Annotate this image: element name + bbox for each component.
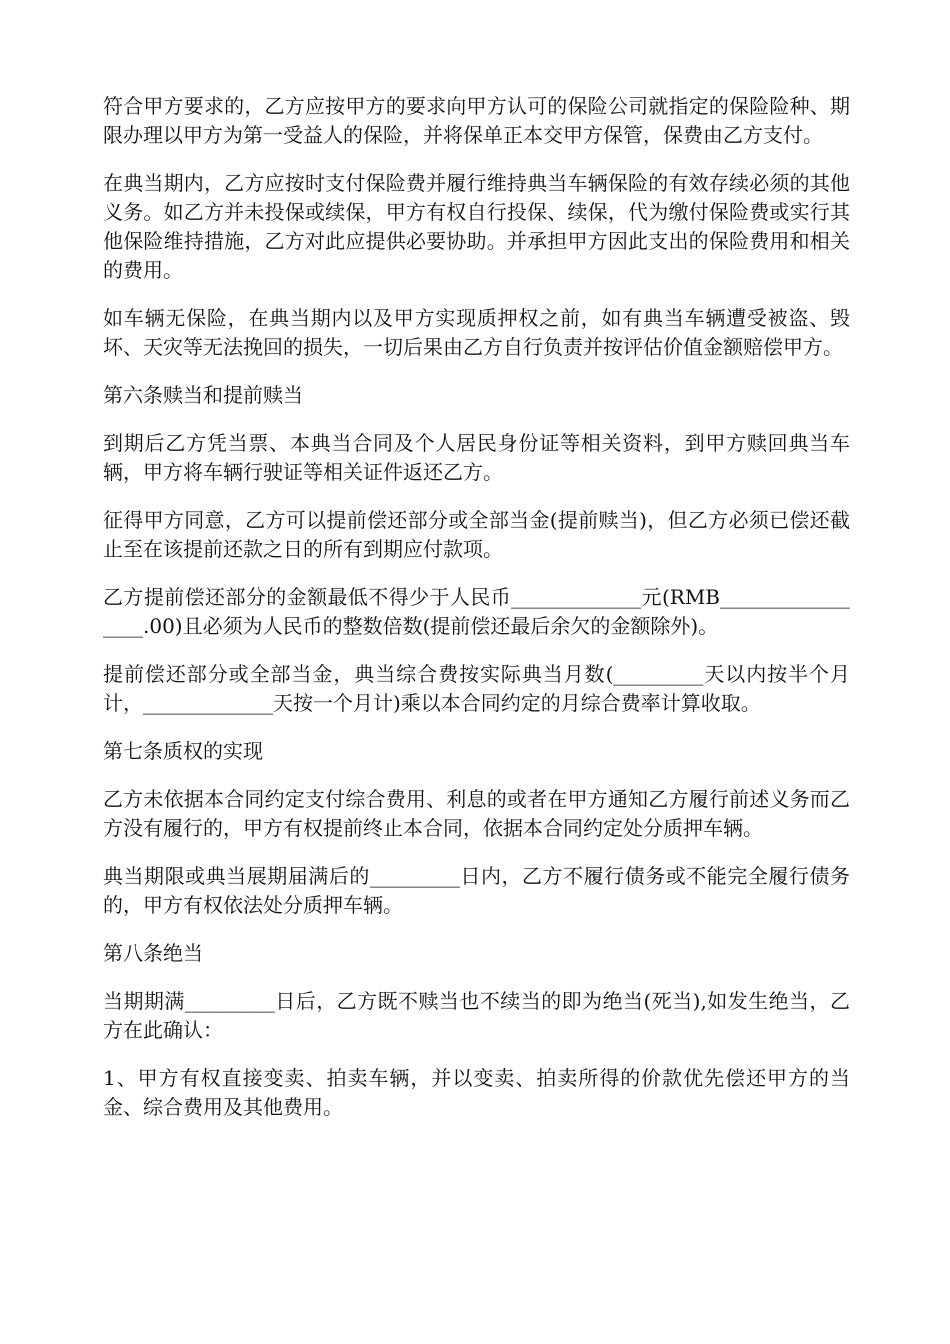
article-6-heading: 第六条赎当和提前赎当 [103, 383, 303, 407]
paragraph-forfeiture: 当期期满_________日后，乙方既不赎当也不续当的即为绝当(死当),如发生绝当，乙方在此确认： [103, 989, 850, 1042]
article-7-heading: 第七条质权的实现 [103, 739, 263, 763]
paragraph-no-insurance-liability: 如车辆无保险，在典当期内以及甲方实现质押权之前，如有典当车辆遭受被盗、毁坏、天灾等无法挽回的损失，一切后果由乙方自行负责并按评估价值金额赔偿甲方。 [103, 306, 850, 359]
paragraph-redemption: 到期后乙方凭当票、本典当合同及个人居民身份证等相关资料，到甲方赎回典当车辆，甲方将车辆行驶证等相关证件返还乙方。 [103, 431, 850, 484]
paragraph-pledge-disposal: 典当期限或典当展期届满后的_________日内，乙方不履行债务或不能完全履行债务的，甲方有权依法处分质押车辆。 [103, 864, 850, 917]
paragraph-insurance-requirement: 符合甲方要求的，乙方应按甲方的要求向甲方认可的保险公司就指定的保险险种、期限办理以甲方为第一受益人的保险，并将保单正本交甲方保管，保费由乙方支付。 [103, 94, 850, 147]
paragraph-pledge-termination: 乙方未依据本合同约定支付综合费用、利息的或者在甲方通知乙方履行前述义务而乙方没有履行的，甲方有权提前终止本合同，依据本合同约定处分质押车辆。 [103, 787, 850, 840]
paragraph-early-repayment-minimum: 乙方提前偿还部分的金额最低不得少于人民币_____________元(RMB_________________.00)且必须为人民币的整数倍数(提前偿还最后余欠的金额除外)。 [103, 585, 850, 638]
paragraph-early-repayment-fee: 提前偿还部分或全部当金，典当综合费按实际典当月数(_________天以内按半个月计，_____________天按一个月计)乘以本合同约定的月综合费率计算收取。 [103, 662, 850, 715]
paragraph-insurance-maintenance: 在典当期内，乙方应按时支付保险费并履行维持典当车辆保险的有效存续必须的其他义务。如乙方并未投保或续保，甲方有权自行投保、续保，代为缴付保险费或实行其他保险维持措施，乙方对此应提供必要协助。并承担甲方因此支出的保险费用和相关的费用。 [103, 171, 850, 282]
article-8-heading: 第八条绝当 [103, 941, 203, 965]
paragraph-forfeiture-item-1: 1、甲方有权直接变卖、拍卖车辆，并以变卖、拍卖所得的价款优先偿还甲方的当金、综合费用及其他费用。 [103, 1066, 850, 1119]
document-page [103, 92, 850, 1141]
paragraph-early-redemption-consent: 征得甲方同意，乙方可以提前偿还部分或全部当金(提前赎当)，但乙方必须已偿还截止至在该提前还款之日的所有到期应付款项。 [103, 508, 850, 561]
